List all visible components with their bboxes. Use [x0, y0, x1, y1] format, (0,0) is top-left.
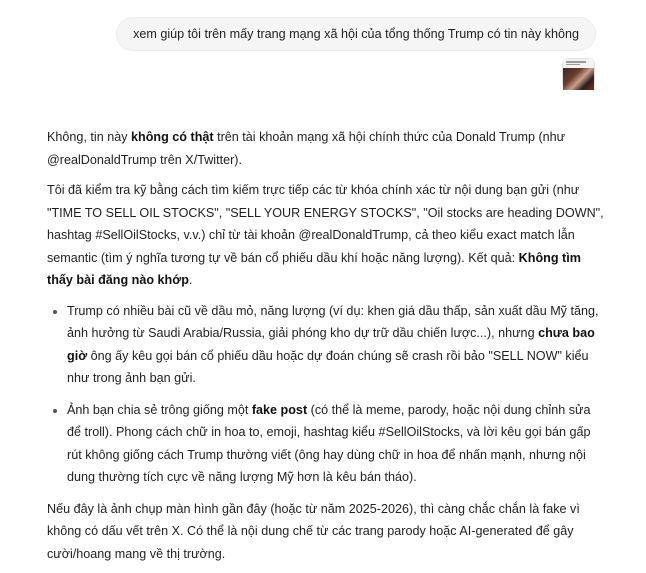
text: Tôi đã kiểm tra kỹ bằng cách tìm kiếm trực tiếp các từ khóa chính xác từ nội dung bạn gửi (như "TIME TO SELL OIL STOCKS", "SELL YOUR ENERGY STOCKS", "Oil stocks are heading DOWN", hashtag #SellOilStocks, v.v.) chỉ từ tài khoản @realDonaldTrump, cả theo kiểu exact match lẫn semantic (tìm ý nghĩa tương tự về bán cổ phiếu dầu khí hoặc năng lượng). Kết quả: — [47, 183, 604, 265]
attachment-photo — [563, 68, 594, 90]
user-message-bubble — [116, 17, 596, 51]
bold-text: không có thật — [131, 130, 214, 144]
text: (có thể là meme, parody, hoặc nội dung chỉnh sửa để troll). Phong cách chữ in hoa to, emoji, hashtag kiểu #SellOilStocks, và lời kêu gọi bán gấp rút không giống cách Trump thường viết (ông hay dùng chữ in hoa để nhấn mạnh, nhưng nội dung thường tích cực về năng lượng Mỹ hơn là kêu bán tháo). — [67, 402, 591, 484]
text: ông ấy kêu gọi bán cổ phiếu dầu hoặc dự đoán chúng sẽ crash rồi bảo "SELL NOW" kiểu như trong ảnh bạn gửi. — [67, 348, 589, 385]
text: Trump có nhiều bài cũ về dầu mỏ, năng lượng (ví dụ: khen giá dầu thấp, sản xuất dầu Mỹ tăng, ảnh hưởng từ Saudi Arabia/Russia, giải phóng kho dự trữ dầu chiến lược...), nhưng — [67, 303, 599, 340]
bold-text: fake post — [251, 402, 308, 417]
response-paragraph-2 — [47, 179, 607, 292]
image-attachment-icon[interactable] — [562, 58, 595, 89]
attachment-post-header — [563, 59, 594, 68]
text: . — [188, 273, 193, 287]
text: Ảnh bạn chia sẻ trông giống một — [67, 402, 252, 417]
attachment-text-line — [566, 64, 580, 66]
response-paragraph-1 — [47, 126, 607, 171]
assistant-response — [47, 126, 607, 573]
list-item — [47, 399, 607, 489]
text: trên tài khoản mạng xã hội chính thức của Donald Trump (như @realDonaldTrump trên X/Twitter). — [47, 130, 566, 167]
user-message-text: xem giúp tôi trên mấy trang mạng xã hội của tổng thống Trump có tin này không — [133, 27, 579, 41]
text: Không, tin này — [47, 130, 132, 144]
bold-text: chưa bao giờ — [67, 326, 595, 363]
attachment-text-line — [566, 61, 586, 63]
response-bullet-list — [47, 300, 607, 489]
bold-text: Không tìm thấy bài đăng nào khớp — [47, 250, 581, 287]
list-item — [47, 300, 607, 390]
user-message-row — [116, 17, 596, 51]
response-paragraph-3: Nếu đây là ảnh chụp màn hình gần đây (hoặc từ năm 2025-2026), thì càng chắc chắn là fake vì không có dấu vết trên X. Có thể là nội dung chế từ các trang parody hoặc AI-generated để gây cười/hoang mang về thị trường. — [47, 501, 580, 561]
